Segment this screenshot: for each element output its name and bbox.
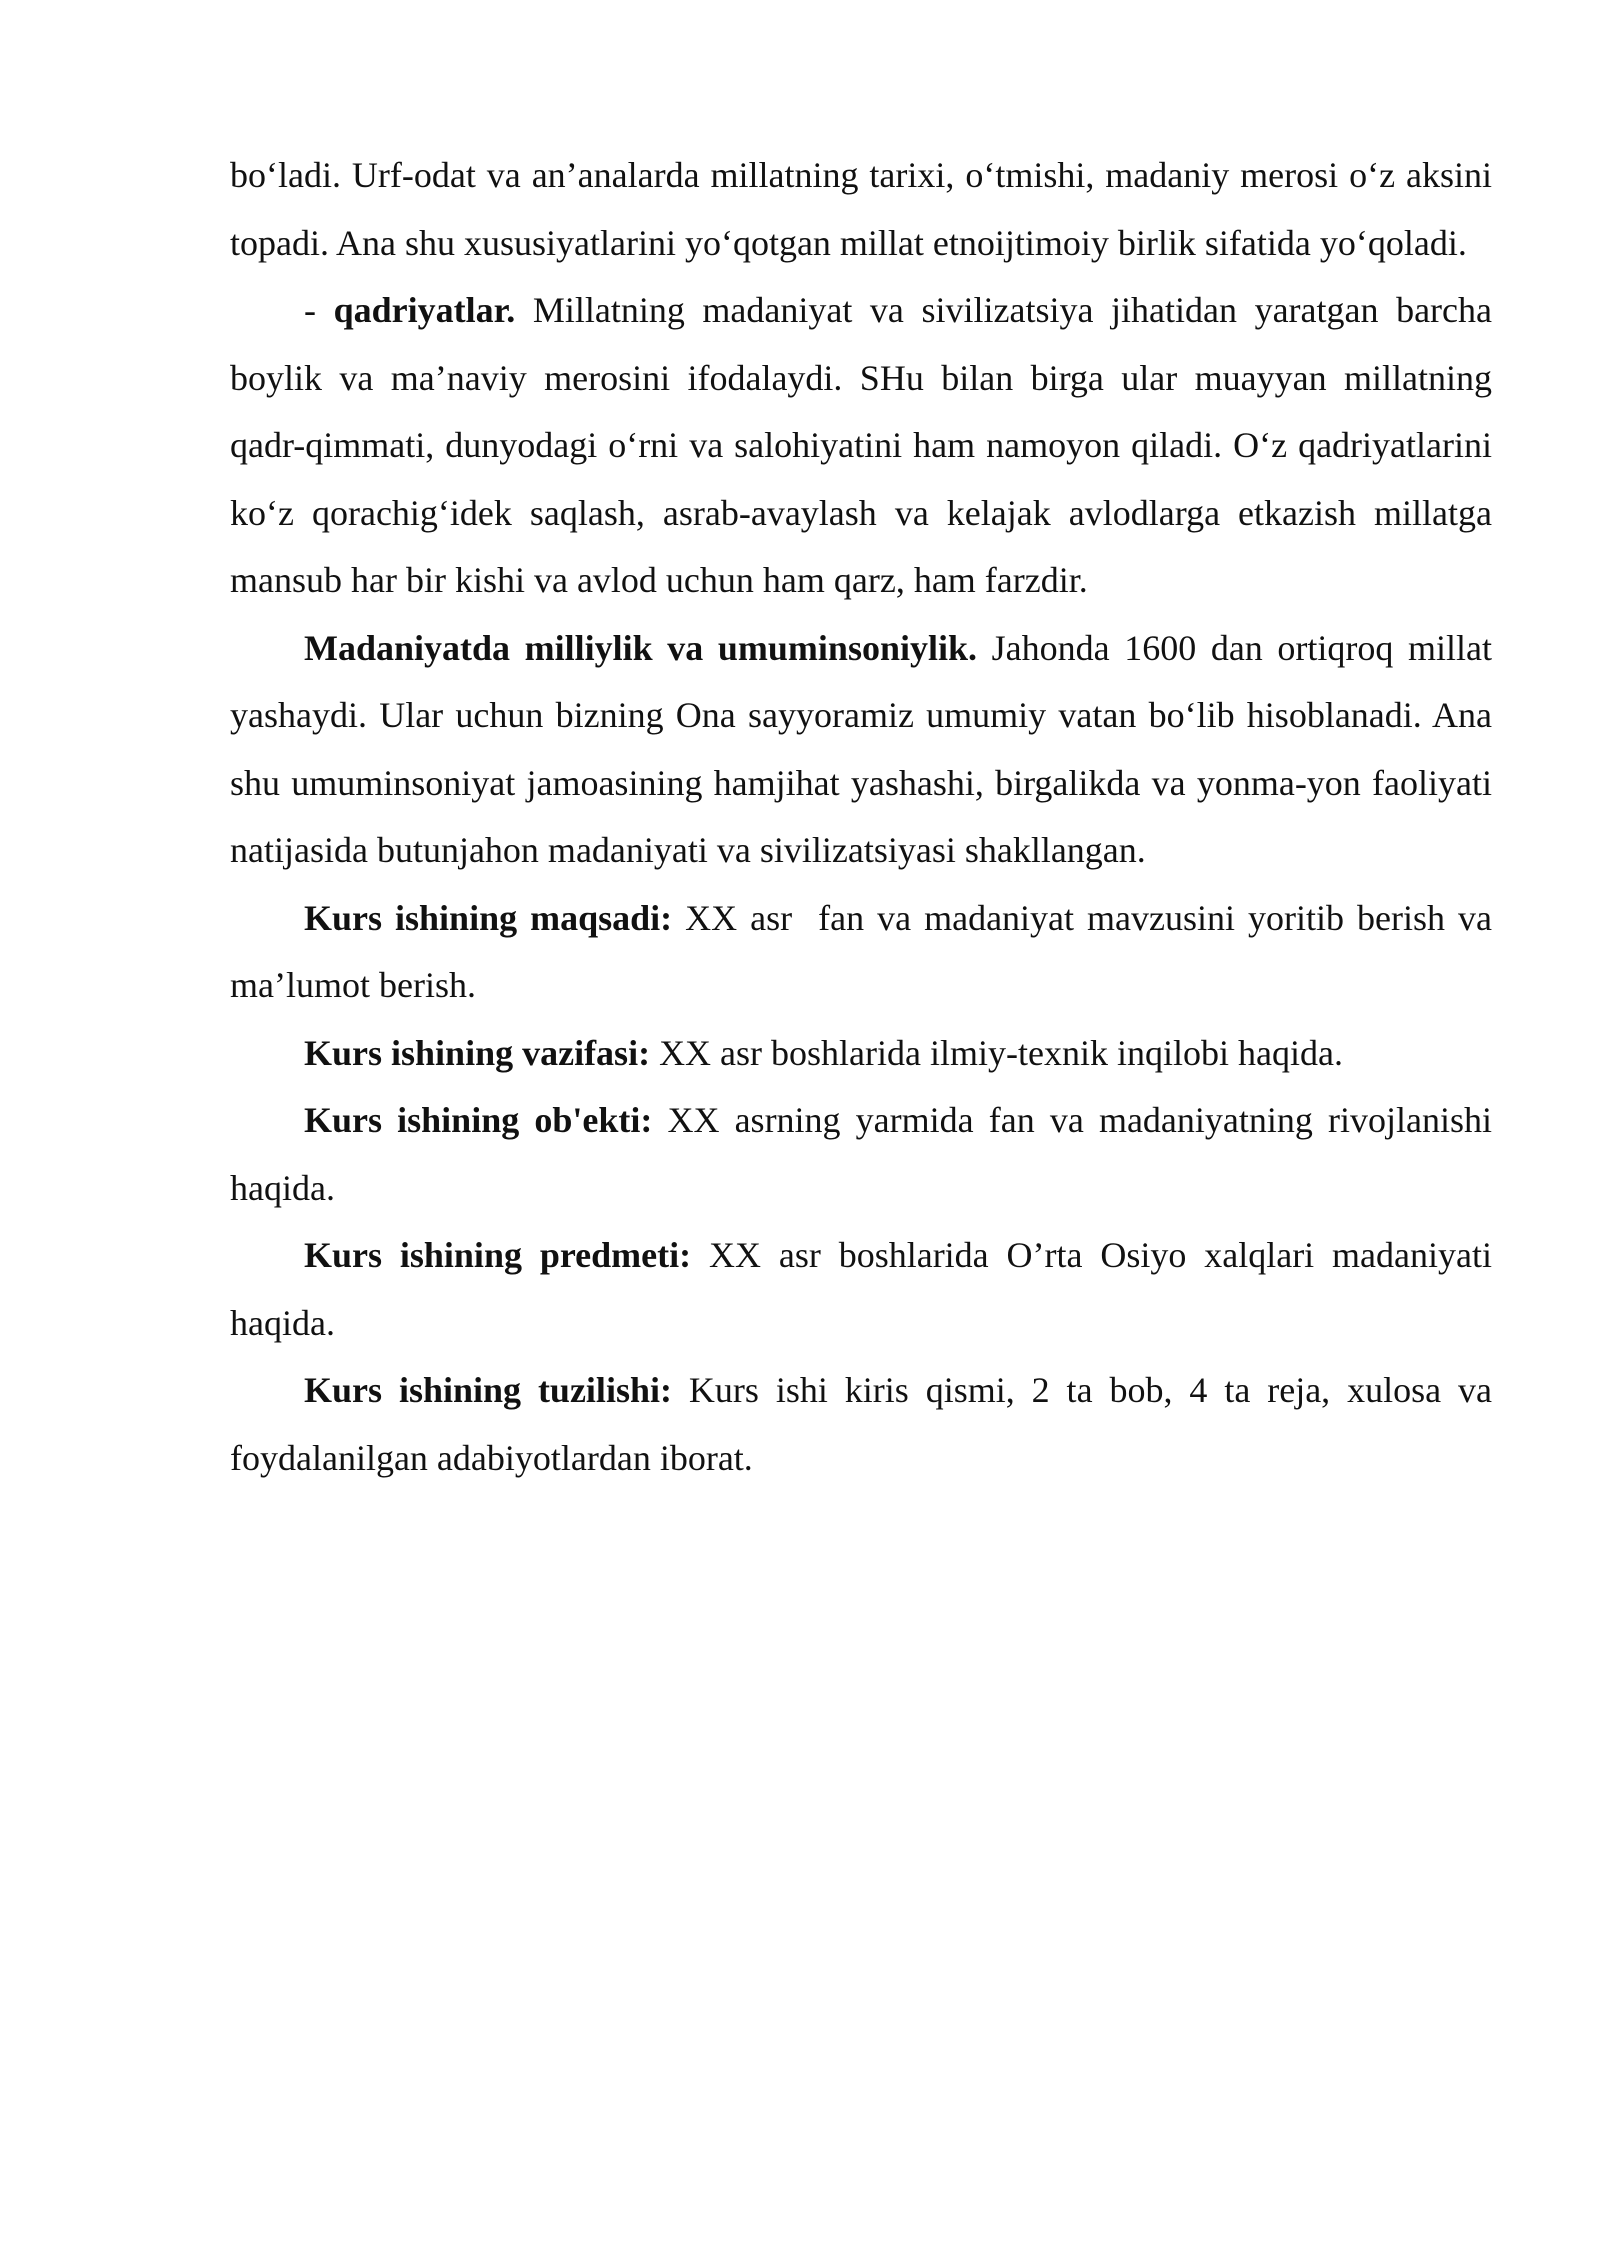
paragraph-vazifasi (230, 1020, 1492, 1088)
paragraph-text: Millatning madaniyat va sivilizatsiya jihatidan yaratgan barcha boylik va ma’naviy merosini ifodalaydi. SHu bilan birga ular muayyan millatning qadr-qimmati, dunyodagi o‘rni va salohiyatini ham namoyon qiladi. O‘z qadriyatlarini ko‘z qorachig‘idek saqlash, asrab-avaylash va kelajak avlodlarga etkazish millatga mansub har bir kishi va avlod uchun ham qarz, ham farzdir. (230, 290, 1492, 600)
paragraph-lead: Kurs ishining ob'ekti: (304, 1100, 653, 1140)
paragraph-lead: Kurs ishining maqsadi: (304, 897, 673, 938)
list-dash: - (304, 290, 334, 330)
paragraph-text: XX asr boshlarida O’rta Osiyo xalqlari madaniyati haqida. (230, 1235, 1492, 1343)
paragraph-text: XX asr fan va madaniyat mavzusini yoritib berish va ma’lumot berish. (230, 897, 1501, 1005)
paragraph-text: Kurs ishi kiris qismi, 2 ta bob, 4 ta reja, xulosa va foydalanilgan adabiyotlardan iborat. (230, 1370, 1493, 1478)
paragraph-urf-odat (230, 142, 1492, 277)
paragraph-milliylik (230, 615, 1492, 885)
paragraph-lead: Kurs ishining vazifasi: (304, 1032, 651, 1073)
paragraph-predmeti (230, 1222, 1492, 1357)
paragraph-lead: Kurs ishining predmeti: (304, 1235, 692, 1275)
paragraph-maqsadi (230, 885, 1501, 1020)
paragraph-text: XX asrning yarmida fan va madaniyatning rivojlanishi haqida. (230, 1100, 1492, 1208)
paragraph-lead: Kurs ishining tuzilishi: (304, 1370, 672, 1410)
paragraph-lead: qadriyatlar. (333, 290, 516, 330)
paragraph-obekti (230, 1087, 1492, 1222)
paragraph-tuzilishi (230, 1357, 1492, 1492)
paragraph-qadriyatlar (230, 277, 1492, 615)
paragraph-text: Jahonda 1600 dan ortiqroq millat yashaydi. Ular uchun bizning Ona sayyoramiz umumiy vatan bo‘lib hisoblanadi. Ana shu umuminsoniyat jamoasining hamjihat yashashi, birgalikda va yonma-yon faoliyati natijasida butunjahon madaniyati va sivilizatsiyasi shakllangan. (230, 627, 1493, 870)
paragraph-text: bo‘ladi. Urf-odat va an’analarda millatning tarixi, o‘tmishi, madaniy merosi o‘z aksini topadi. Ana shu xususiyatlarini yo‘qotgan millat etnoijtimoiy birlik sifatida yo‘qoladi. (230, 155, 1492, 263)
paragraph-text: XX asr boshlarida ilmiy-texnik inqilobi haqida. (650, 1032, 1343, 1073)
document-body (230, 142, 1501, 1492)
paragraph-lead: Madaniyatda milliylik va umuminsoniylik. (304, 627, 978, 668)
